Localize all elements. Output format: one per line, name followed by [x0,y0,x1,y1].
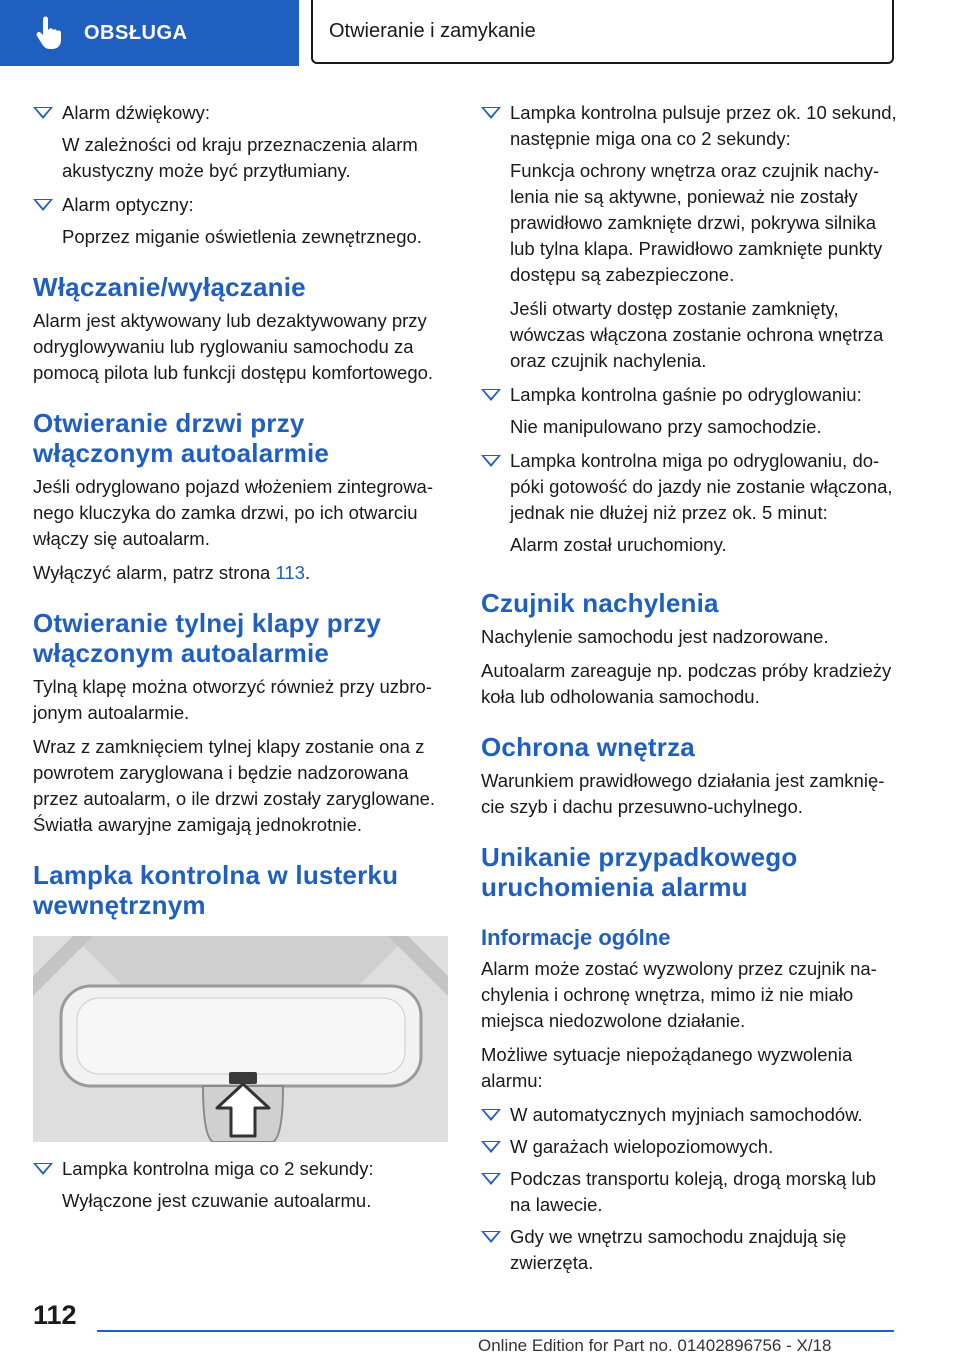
subheading-general: Informacje ogólne [481,925,671,950]
section-tab-label: OBSŁUGA [84,21,188,44]
page-number: 112 [33,1300,77,1330]
list-item: Lampka kontrolna miga co 2 sekundy: [33,1156,448,1182]
paragraph: Wyłączyć alarm, patrz strona 113. [33,562,311,583]
paragraph: Jeśli otwarty dostęp zostanie zamknięty, wówczas włączona zostanie ochrona wnętrza oraz czujnik nachylenia. [510,298,884,371]
paragraph: Wyłączone jest czuwanie autoalarmu. [62,1190,372,1211]
list-item: Alarm optyczny: [33,192,448,218]
rearview-mirror-icon [33,936,448,1142]
list-item: W automatycznych myjniach samochodów. [481,1102,901,1128]
footer-divider [97,1330,894,1332]
chapter-header [311,0,894,64]
left-column [33,100,448,1222]
heading-doors: Otwieranie drzwi przy włączonym autoalarmie [33,408,330,468]
right-column [481,100,901,1282]
section-tab[interactable] [0,0,299,66]
paragraph: Alarm jest aktywowany lub dezaktywowany przy odryglowywaniu lub ryglowaniu samochodu za pomocą pilota lub funkcji dostępu komfortowego. [33,310,434,383]
list-item: Podczas transportu koleją, drogą morską lub na lawecie. [481,1166,901,1218]
triangle-bullet-icon [33,107,53,119]
mirror-illustration [33,936,448,1142]
list-item: Lampka kontrolna gaśnie po odryglowaniu: [481,382,901,408]
heading-on-off: Włączanie/wyłączanie [33,272,306,302]
heading-tilt: Czujnik nachylenia [481,588,719,618]
heading-avoid: Unikanie przypadkowego uruchomienia alarmu [481,842,798,902]
triangle-bullet-icon [33,1163,53,1175]
heading-tailgate: Otwieranie tylnej klapy przy włączonym autoalarmie [33,608,382,668]
hand-pointer-icon [34,16,64,50]
paragraph: Jeśli odryglowano pojazd włożeniem zintegrowanego kluczyka do zamka drzwi, po ich otwarciu włączy się autoalarm. [33,476,434,549]
paragraph: Autoalarm zareaguje np. podczas próby kradzieży koła lub odholowania samochodu. [481,660,892,707]
list-item: Alarm dźwiękowy: [33,100,448,126]
paragraph: W zależności od kraju przeznaczenia alarm akustyczny może być przytłumiany. [62,134,418,181]
list-item: W garażach wielopoziomowych. [481,1134,901,1160]
triangle-bullet-icon [33,199,53,211]
paragraph: Alarm został uruchomiony. [510,534,727,555]
paragraph: Alarm może zostać wyzwolony przez czujnik nachylenia i ochronę wnętrza, mimo iż nie miało miejsca niedozwolone działanie. [481,958,877,1031]
heading-interior: Ochrona wnętrza [481,732,695,762]
paragraph: Nie manipulowano przy samochodzie. [510,416,822,437]
paragraph: Tylną klapę można otworzyć również przy uzbrojonym autoalarmie. [33,676,432,723]
triangle-bullet-icon [481,1141,501,1153]
chapter-title: Otwieranie i zamykanie [329,19,536,42]
paragraph: Nachylenie samochodu jest nadzorowane. [481,626,829,647]
triangle-bullet-icon [481,1109,501,1121]
footer-edition: Online Edition for Part no. 01402896756 - X/18 [478,1336,832,1355]
paragraph: Poprzez miganie oświetlenia zewnętrznego. [62,226,422,247]
triangle-bullet-icon [481,455,501,467]
paragraph: Możliwe sytuacje niepożądanego wyzwolenia alarmu: [481,1044,853,1091]
list-item: Gdy we wnętrzu samochodu znajdują się zwierzęta. [481,1224,901,1276]
list-item: Lampka kontrolna pulsuje przez ok. 10 sekund, następnie miga ona co 2 sekundy: [481,100,901,152]
triangle-bullet-icon [481,1173,501,1185]
paragraph: Warunkiem prawidłowego działania jest zamknięcie szyb i dachu przesuwno-uchylnego. [481,770,885,817]
triangle-bullet-icon [481,389,501,401]
paragraph: Wraz z zamknięciem tylnej klapy zostanie ona z powrotem zaryglowana i będzie nadzorowana przez autoalarm, o ile drzwi zostały zaryglowane. Światła awaryjne zamigają jednokrotnie. [33,736,436,835]
page-link[interactable]: 113 [275,562,305,583]
triangle-bullet-icon [481,107,501,119]
paragraph: Funkcja ochrony wnętrza oraz czujnik nachylenia nie są aktywne, ponieważ nie zostały prawidłowo zamknięte drzwi, pokrywa silnika lub tylna klapa. Prawidłowo zamknięte punkty dostępu są zabezpieczone. [510,160,883,285]
triangle-bullet-icon [481,1231,501,1243]
list-item: Lampka kontrolna miga po odryglowaniu, dopóki gotowość do jazdy nie zostanie włączona, jednak nie dłużej niż przez ok. 5 minut: [481,448,901,526]
heading-lamp: Lampka kontrolna w lusterku wewnętrznym [33,860,399,920]
